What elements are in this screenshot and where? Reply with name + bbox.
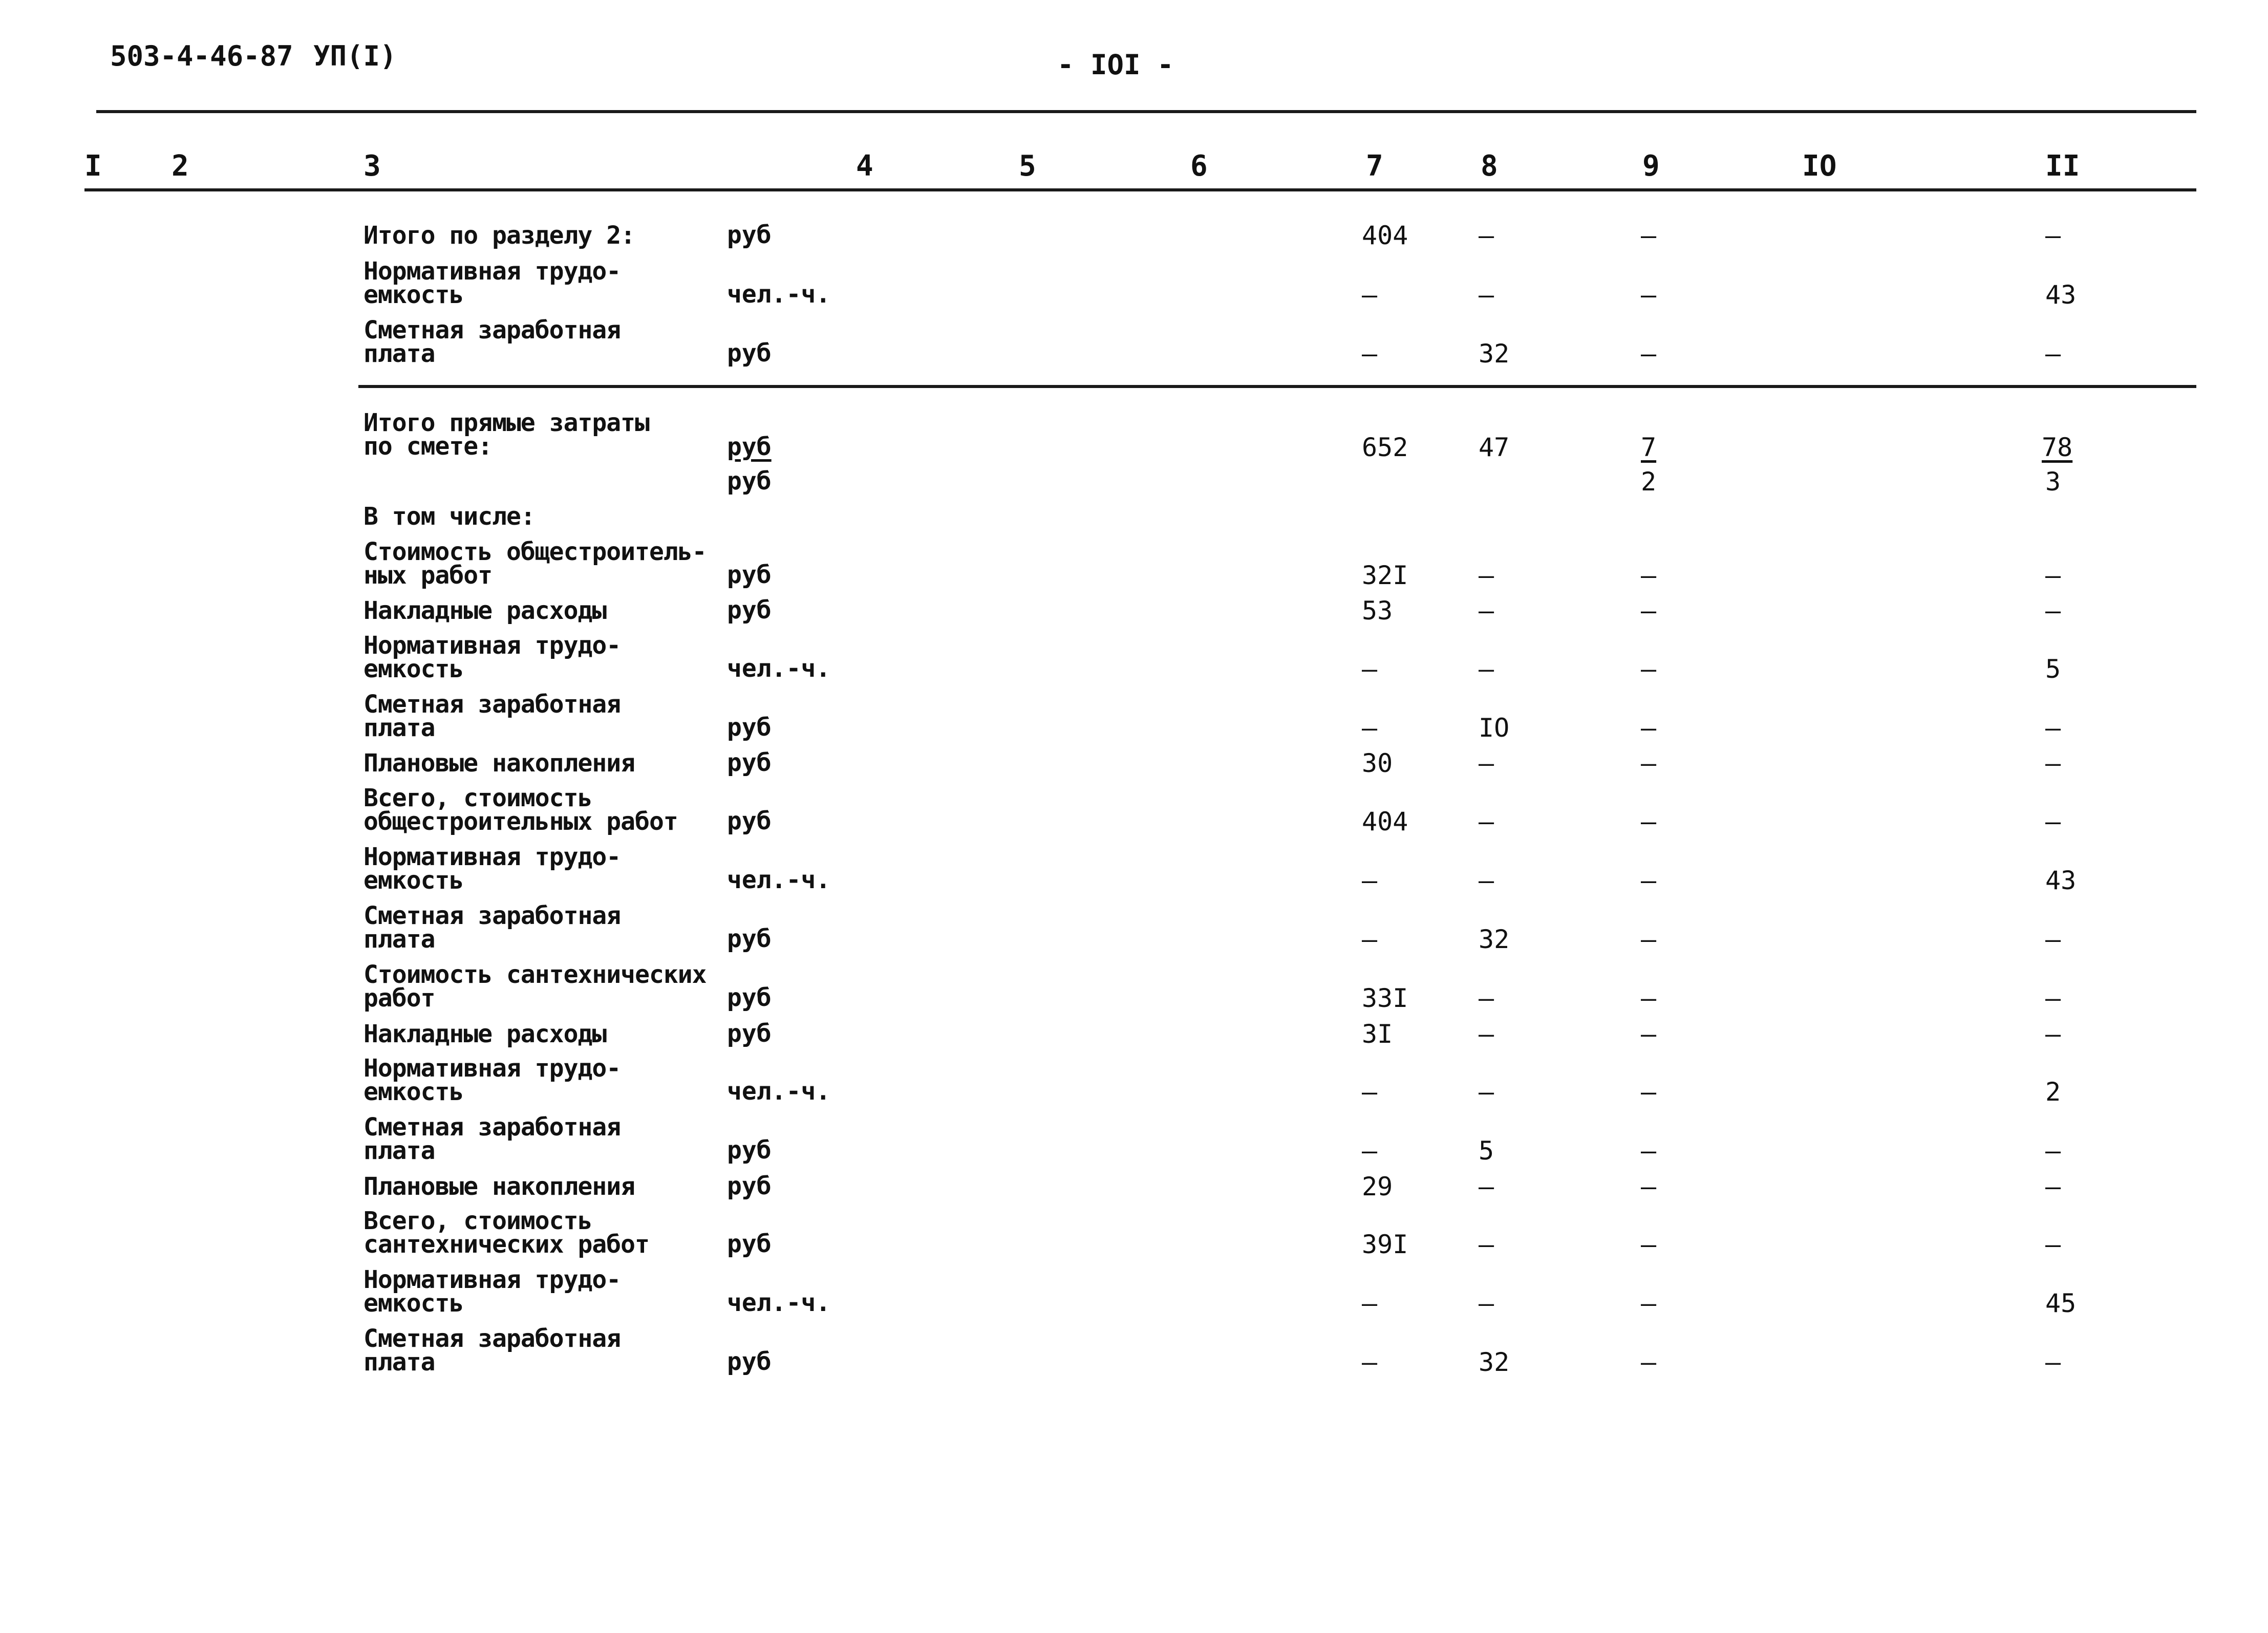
row-col11-value: – (2045, 1136, 2061, 1166)
row-label-line: Плановые накопления (363, 749, 635, 778)
row-col11-value: 45 (2045, 1288, 2077, 1318)
row-col7-value: 29 (1362, 1172, 1393, 1201)
section-divider-rule (358, 385, 2196, 388)
row-col8-value: – (1479, 866, 1494, 895)
row-label-line: емкость (363, 1078, 464, 1106)
row-col11-value: – (2045, 221, 2061, 250)
row-label-line: Накладные расходы (363, 1020, 607, 1048)
header-rule (84, 188, 2196, 191)
row-col8-value: – (1479, 561, 1494, 590)
row-col9-value: – (1641, 1230, 1657, 1259)
row-unit: руб (727, 983, 772, 1012)
row-label-line: плата (363, 1136, 435, 1165)
row-label-line: Всего, стоимость (363, 784, 592, 812)
row-col7-value: – (1362, 1136, 1378, 1166)
row-col11-value: – (2045, 596, 2061, 626)
row-col11-value: – (2045, 807, 2061, 836)
row-unit: руб (727, 1136, 772, 1165)
column-number-4: 4 (856, 149, 873, 183)
column-number-10: IO (1802, 149, 1837, 183)
direct-costs-col8: 47 (1479, 433, 1510, 462)
row-col7-value: 404 (1362, 807, 1408, 836)
row-col7-value: 33I (1362, 983, 1408, 1013)
direct-costs-col11-top: 78 (2042, 433, 2073, 462)
row-col9-value: – (1641, 1136, 1657, 1166)
row-col8-value: 32 (1479, 339, 1510, 369)
row-col11-value: 5 (2045, 654, 2061, 684)
column-number-3: 3 (363, 149, 381, 183)
row-col9-value: – (1641, 983, 1657, 1013)
row-col7-value: – (1362, 339, 1378, 369)
direct-costs-unit-top: руб (727, 433, 772, 461)
row-unit: руб (727, 1172, 772, 1200)
row-col8-value: – (1479, 280, 1494, 310)
row-col7-value: 30 (1362, 748, 1393, 778)
row-col8-value: 32 (1479, 925, 1510, 954)
row-col9-value: – (1641, 596, 1657, 626)
row-col11-value: 43 (2045, 866, 2077, 895)
row-label-line: Плановые накопления (363, 1172, 635, 1201)
row-col8-value: – (1479, 1172, 1494, 1201)
row-label-line: Сметная заработная (363, 1324, 621, 1353)
row-col7-value: 32I (1362, 561, 1408, 590)
column-number-11: II (2045, 149, 2080, 183)
row-label-line: плата (363, 339, 435, 368)
row-label-line: сантехнических работ (363, 1230, 649, 1259)
row-col8-value: IO (1479, 713, 1510, 743)
direct-costs-col11-bottom: 3 (2045, 467, 2061, 497)
row-col11-value: – (2045, 713, 2061, 743)
row-col8-value: – (1479, 748, 1494, 778)
row-col9-value: – (1641, 925, 1657, 954)
row-col7-value: – (1362, 1347, 1378, 1377)
album-code: УП(I) (313, 40, 397, 72)
row-col8-value: – (1479, 1288, 1494, 1318)
column-number-6: 6 (1190, 149, 1208, 183)
row-col7-value: – (1362, 654, 1378, 684)
row-col9-value: – (1641, 1172, 1657, 1201)
row-unit: руб (727, 596, 772, 625)
row-col7-value: – (1362, 925, 1378, 954)
row-col8-value: – (1479, 654, 1494, 684)
row-label-line: плата (363, 925, 435, 954)
top-rule (96, 110, 2196, 113)
direct-costs-unit-bottom: руб (727, 467, 772, 496)
row-col11-value: 2 (2045, 1077, 2061, 1107)
row-col11-value: – (2045, 339, 2061, 369)
row-col11-value: 43 (2045, 280, 2077, 310)
row-col7-value: 39I (1362, 1230, 1408, 1259)
row-unit: чел.-ч. (727, 866, 831, 894)
direct-costs-col9-top: 7 (1641, 433, 1657, 462)
row-col7-value: – (1362, 866, 1378, 895)
row-label-line: Всего, стоимость (363, 1207, 592, 1235)
row-label-line: Сметная заработная (363, 901, 621, 930)
row-label-line: общестроительных работ (363, 807, 678, 836)
row-col9-value: – (1641, 713, 1657, 743)
row-col9-value: – (1641, 1288, 1657, 1318)
row-unit: руб (727, 748, 772, 777)
row-col9-value: – (1641, 807, 1657, 836)
page-number: - IOI - (1057, 49, 1174, 81)
row-unit: руб (727, 807, 772, 835)
row-col9-value: – (1641, 280, 1657, 310)
row-unit: чел.-ч. (727, 1077, 831, 1106)
row-label-line: Сметная заработная (363, 690, 621, 719)
row-label-line: Нормативная трудо- (363, 1054, 621, 1083)
row-col11-value: – (2045, 1172, 2061, 1201)
row-label-line: Сметная заработная (363, 316, 621, 345)
row-col11-value: – (2045, 925, 2061, 954)
row-col11-value: – (2045, 1347, 2061, 1377)
row-col7-value: – (1362, 1288, 1378, 1318)
row-col11-value: – (2045, 748, 2061, 778)
row-col9-value: – (1641, 654, 1657, 684)
row-label-line: Накладные расходы (363, 596, 607, 625)
direct-costs-col9-bottom: 2 (1641, 467, 1657, 497)
column-number-7: 7 (1366, 149, 1383, 183)
row-unit: чел.-ч. (727, 1288, 831, 1317)
row-col7-value: 53 (1362, 596, 1393, 626)
document-code: 503-4-46-87 (110, 40, 293, 72)
column-number-8: 8 (1481, 149, 1498, 183)
row-col9-value: – (1641, 339, 1657, 369)
row-col9-value: – (1641, 1347, 1657, 1377)
row-col9-value: – (1641, 748, 1657, 778)
row-unit: руб (727, 925, 772, 953)
row-col8-value: – (1479, 1077, 1494, 1107)
row-label-line: Нормативная трудо- (363, 843, 621, 871)
row-label-line: Сметная заработная (363, 1113, 621, 1142)
row-unit: чел.-ч. (727, 280, 831, 309)
direct-costs-label-line-2: по смете: (363, 432, 493, 461)
row-unit: руб (727, 713, 772, 742)
column-number-1: I (84, 149, 102, 183)
row-label-line: Нормативная трудо- (363, 257, 621, 286)
row-col9-value: – (1641, 1077, 1657, 1107)
row-col9-value: – (1641, 866, 1657, 895)
row-label-line: Нормативная трудо- (363, 631, 621, 660)
row-unit: руб (727, 1019, 772, 1048)
row-label-line: емкость (363, 1289, 464, 1318)
column-number-5: 5 (1019, 149, 1036, 183)
including-label: В том числе: (363, 502, 535, 531)
row-col11-value: – (2045, 1230, 2061, 1259)
row-col9-value: – (1641, 561, 1657, 590)
row-unit: руб (727, 1230, 772, 1258)
row-label-line: Стоимость сантехнических (363, 960, 707, 989)
row-col11-value: – (2045, 561, 2061, 590)
row-label-line: емкость (363, 655, 464, 683)
row-col7-value: – (1362, 1077, 1378, 1107)
row-unit: руб (727, 339, 772, 368)
row-label-line: ных работ (363, 561, 493, 590)
row-label-line: плата (363, 714, 435, 742)
row-col7-value: – (1362, 280, 1378, 310)
row-label-line: плата (363, 1348, 435, 1377)
row-col9-value: – (1641, 1019, 1657, 1049)
row-col7-value: 3I (1362, 1019, 1393, 1049)
row-label-line: емкость (363, 281, 464, 309)
column-number-9: 9 (1642, 149, 1660, 183)
row-col7-value: – (1362, 713, 1378, 743)
row-unit: чел.-ч. (727, 654, 831, 683)
direct-costs-col7: 652 (1362, 433, 1408, 462)
row-col8-value: – (1479, 983, 1494, 1013)
row-col9-value: – (1641, 221, 1657, 250)
row-label-line: работ (363, 984, 435, 1013)
row-unit: руб (727, 1347, 772, 1376)
row-col7-value: 404 (1362, 221, 1408, 250)
direct-costs-label-line-1: Итого прямые затраты (363, 409, 649, 437)
row-unit: руб (727, 561, 772, 589)
row-col11-value: – (2045, 983, 2061, 1013)
row-col8-value: 5 (1479, 1136, 1494, 1166)
row-col8-value: – (1479, 807, 1494, 836)
column-number-2: 2 (172, 149, 189, 183)
row-label-line: Итого по разделу 2: (363, 221, 635, 250)
row-col8-value: – (1479, 221, 1494, 250)
row-label-line: Стоимость общестроитель- (363, 538, 707, 566)
row-col8-value: – (1479, 1019, 1494, 1049)
row-col8-value: 32 (1479, 1347, 1510, 1377)
row-col11-value: – (2045, 1019, 2061, 1049)
row-col8-value: – (1479, 596, 1494, 626)
row-label-line: емкость (363, 866, 464, 895)
row-label-line: Нормативная трудо- (363, 1265, 621, 1294)
row-unit: руб (727, 221, 772, 249)
row-col8-value: – (1479, 1230, 1494, 1259)
